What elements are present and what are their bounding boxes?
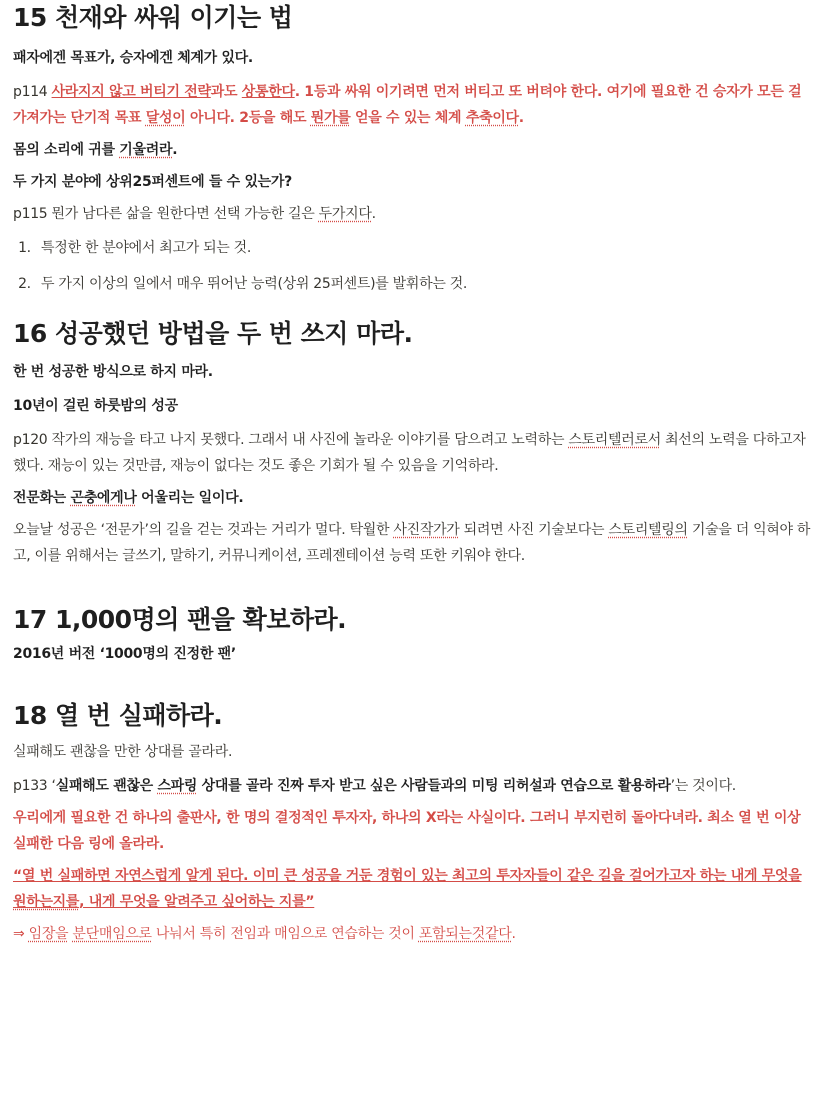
- highlight-text: 추축이다: [465, 110, 519, 126]
- heading-text: 몸의 소리에 귀를: [13, 142, 120, 158]
- body-text: 기술을 더 익혀야 하고, 이를 위해서는 글쓰기, 말하기, 커뮤니케이션, 프레젠테이션 능력 또한 키워야 한다.: [13, 522, 811, 564]
- highlight-text: 상통한다: [241, 84, 295, 100]
- section-17-subtitle: 2016년 버전 ‘1000명의 진정한 팬’: [13, 646, 236, 662]
- heading-text: 어울리는 일이다.: [136, 490, 244, 506]
- body-text: p133 ‘: [13, 778, 56, 794]
- quote-text: “열 번 실패하면 자연스럽게 알게 된다. 이미 큰 성공을 거둔 경험이 있는 최고의 투자자들이 같은 길을 걸어가고자 하는 내게 무엇을: [13, 868, 802, 884]
- highlight-text: 아니다. 2등을 해도: [185, 110, 311, 126]
- heading-text: 곤충에게나: [70, 490, 137, 506]
- body-text: 스토리텔링의: [608, 522, 688, 538]
- section-17-title: 17 1,000명의 팬을 확보하라.: [13, 605, 347, 634]
- document: [0, 1, 827, 947]
- body-text: 두가지다: [318, 206, 372, 222]
- section-18-title: 18 열 번 실패하라.: [13, 701, 223, 730]
- highlight-text: . 1등과 싸워 이기려면 먼저 버티고 또 버텨야 한다. 여기에 필요한 건 승자가 모든 걸 가져가는 단기적 목표: [13, 84, 802, 126]
- section-18-note: [13, 921, 813, 947]
- page-ref: p114: [13, 84, 52, 100]
- section-16-heading-specialization: [13, 485, 813, 511]
- highlight-text: 사라지지 않고 버티기 전략: [51, 84, 211, 100]
- section-18-paragraph-2: [13, 773, 813, 799]
- heading-text: 기울려라: [119, 142, 173, 158]
- section-18-paragraph-1: 실패해도 괜찮을 만한 상대를 골라라.: [13, 744, 233, 760]
- body-text: 오늘날 성공은 ‘전문가’의 길을 걷는 것과는 거리가 멀다. 탁월한: [13, 522, 394, 538]
- body-text: .: [371, 206, 376, 222]
- bold-text: 실패해도 괜찮은: [55, 778, 158, 794]
- body-text: 최선의 노력을 다하고자 했다. 재능이 있는 것만큼, 재능이 없다는 것도 좋은 기회가 될 수 있음을 기억하라.: [13, 432, 806, 474]
- section-15-list: [13, 235, 813, 297]
- section-18-paragraph-3: 우리에게 필요한 건 하나의 출판사, 한 명의 결정적인 투자자, 하나의 X라는 사실이다. 그러니 부지런히 돌아다녀라. 최소 열 번 이상 실패한 다음 링에 올라라.: [13, 810, 801, 852]
- heading-text: 전문화는: [13, 490, 71, 506]
- highlight-text: .: [518, 110, 524, 126]
- highlight-text: 과도: [210, 84, 242, 100]
- highlight-text: 뭔가를: [310, 110, 351, 126]
- body-text: p120 작가의 재능을 타고 나지 못했다. 그래서 내 사진에 놀라운 이야기를 담으려고 노력하는: [13, 432, 569, 448]
- section-15-heading-two: 두 가지 분야에 상위25퍼센트에 들 수 있는가?: [13, 174, 292, 190]
- note-text: 분단매임으로: [72, 926, 152, 942]
- section-16-heading: 10년이 걸린 하룻밤의 성공: [13, 398, 178, 414]
- section-16-paragraph-1: [13, 427, 813, 479]
- note-text: 포함되는것같다: [418, 926, 512, 942]
- quote-text: 원하는지를: [13, 894, 80, 910]
- section-15-heading-body: [13, 137, 813, 163]
- note-text: 임장을: [28, 926, 69, 942]
- body-text: 사진작가가: [393, 522, 460, 538]
- list-item: 2. 두 가지 이상의 일에서 매우 뛰어난 능력(상위 25퍼센트)를 발휘하는 것.: [35, 271, 813, 297]
- section-15-subtitle: 패자에겐 목표가, 승자에겐 체계가 있다.: [13, 50, 253, 66]
- note-text: 나눠서 특히 전임과 매임으로 연습하는 것이: [151, 926, 419, 942]
- body-text: 되려면 사진 기술보다는: [459, 522, 609, 538]
- section-16-subtitle: 한 번 성공한 방식으로 하지 마라.: [13, 364, 213, 380]
- list-item: 1. 특정한 한 분야에서 최고가 되는 것.: [35, 235, 813, 261]
- heading-text: .: [172, 142, 178, 158]
- highlight-text: 얻을 수 있는 체계: [350, 110, 466, 126]
- body-text: p115 뭔가 남다른 삶을 원한다면 선택 가능한 길은: [13, 206, 319, 222]
- arrow-icon: ⇒: [13, 926, 29, 942]
- bold-text: 상대를 골라 진짜 투자 받고 싶은 사람들과의 미팅 리허설과 연습으로 활용하라: [197, 778, 671, 794]
- quote-text: , 내게 무엇을 알려주고 싶어하는 지를”: [79, 894, 315, 910]
- body-text: ’는 것이다.: [670, 778, 736, 794]
- body-text: 스토리텔러로서: [568, 432, 661, 448]
- section-16-paragraph-2: [13, 517, 813, 569]
- section-15-paragraph-2: [13, 201, 813, 227]
- section-15-paragraph-1: [13, 79, 813, 131]
- highlight-text: 달성이: [145, 110, 186, 126]
- section-16-title: 16 성공했던 방법을 두 번 쓰지 마라.: [13, 319, 413, 348]
- bold-text: 스파링: [157, 778, 198, 794]
- section-15-title: 15 천재와 싸워 이기는 법: [13, 3, 293, 32]
- section-18-quote: [13, 863, 813, 915]
- note-text: .: [511, 926, 516, 942]
